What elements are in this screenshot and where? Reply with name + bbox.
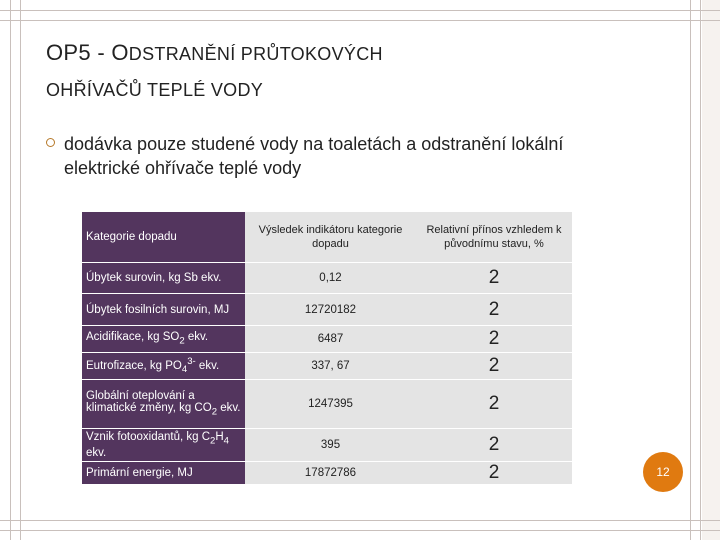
- value-cell: 17872786: [245, 462, 416, 485]
- value-cell: 6487: [245, 326, 416, 353]
- relative-cell: 2: [416, 294, 572, 326]
- category-cell: [82, 326, 245, 353]
- title-line-1: [46, 40, 383, 66]
- value-cell: 337, 67: [245, 353, 416, 380]
- table-row: [82, 380, 572, 429]
- right-edge-panel: [702, 0, 720, 540]
- category-text-end: ekv.: [195, 360, 220, 373]
- category-subscript: 2: [211, 406, 218, 418]
- table-header-row: [82, 212, 572, 263]
- relative-cell: 2: [416, 263, 572, 294]
- table-row: [82, 429, 572, 462]
- category-subscript-2: 4: [223, 435, 229, 447]
- circle-bullet-icon: [46, 138, 55, 147]
- relative-cell: 2: [416, 429, 572, 462]
- bullet-item: [46, 132, 606, 180]
- table-row: [82, 353, 572, 380]
- category-text: Eutrofizace, kg PO: [86, 360, 182, 373]
- category-text-mid: H: [215, 431, 224, 444]
- table-row: [82, 294, 572, 326]
- header-category: Kategorie dopadu: [82, 212, 245, 263]
- table-row: [82, 263, 572, 294]
- category-text: Vznik fotooxidantů, kg C: [86, 431, 211, 444]
- value-cell: 1247395: [245, 380, 416, 429]
- category-text-end: ekv.: [86, 446, 107, 459]
- title-line-2: OHŘÍVAČŮ TEPLÉ VODY: [46, 80, 264, 100]
- category-cell: Úbytek fosilních surovin, MJ: [82, 294, 245, 326]
- category-subscript: 2: [210, 435, 216, 447]
- relative-cell: 2: [416, 462, 572, 485]
- category-text: Acidifikace, kg SO: [86, 331, 180, 344]
- category-subscript: 4: [181, 364, 188, 376]
- frame-line-top-inner: [0, 20, 720, 21]
- relative-cell: 2: [416, 380, 572, 429]
- category-cell: [82, 353, 245, 380]
- frame-line-left-inner: [20, 0, 21, 540]
- category-text-end: ekv.: [184, 331, 209, 344]
- category-cell: Primární energie, MJ: [82, 462, 245, 485]
- category-subscript: 2: [179, 335, 185, 347]
- frame-line-left-outer: [10, 0, 11, 540]
- category-cell: Úbytek surovin, kg Sb ekv.: [82, 263, 245, 294]
- category-text: Globální oteplování a klimatické změny, kg CO: [86, 390, 212, 415]
- title-part-1: OP5 - O: [46, 40, 129, 65]
- table-row: [82, 326, 572, 353]
- frame-line-top-outer: [0, 10, 720, 11]
- category-cell: [82, 429, 245, 462]
- value-cell: 395: [245, 429, 416, 462]
- category-superscript: 3-: [187, 356, 196, 368]
- relative-cell: 2: [416, 326, 572, 353]
- slide-title: [46, 40, 383, 101]
- category-text-end: ekv.: [217, 402, 241, 415]
- page-number-badge: 12: [643, 452, 683, 492]
- impact-table: [82, 212, 572, 485]
- bullet-text: dodávka pouze studené vody na toaletách a odstranění lokální elektrické ohřívače teplé vody: [64, 134, 564, 178]
- title-part-2: DSTRANĚNÍ PRŮTOKOVÝCH: [128, 44, 383, 64]
- category-cell: [82, 380, 245, 429]
- frame-line-right-outer: [700, 0, 701, 540]
- header-relative: Relativní přínos vzhledem k původnímu stavu, %: [416, 212, 572, 263]
- frame-line-bottom-inner: [0, 520, 720, 521]
- value-cell: 12720182: [245, 294, 416, 326]
- relative-cell: 2: [416, 353, 572, 380]
- value-cell: 0,12: [245, 263, 416, 294]
- frame-line-right-inner: [690, 0, 691, 540]
- frame-line-bottom-outer: [0, 530, 720, 531]
- header-indicator: Výsledek indikátoru kategorie dopadu: [245, 212, 416, 263]
- table-row: [82, 462, 572, 485]
